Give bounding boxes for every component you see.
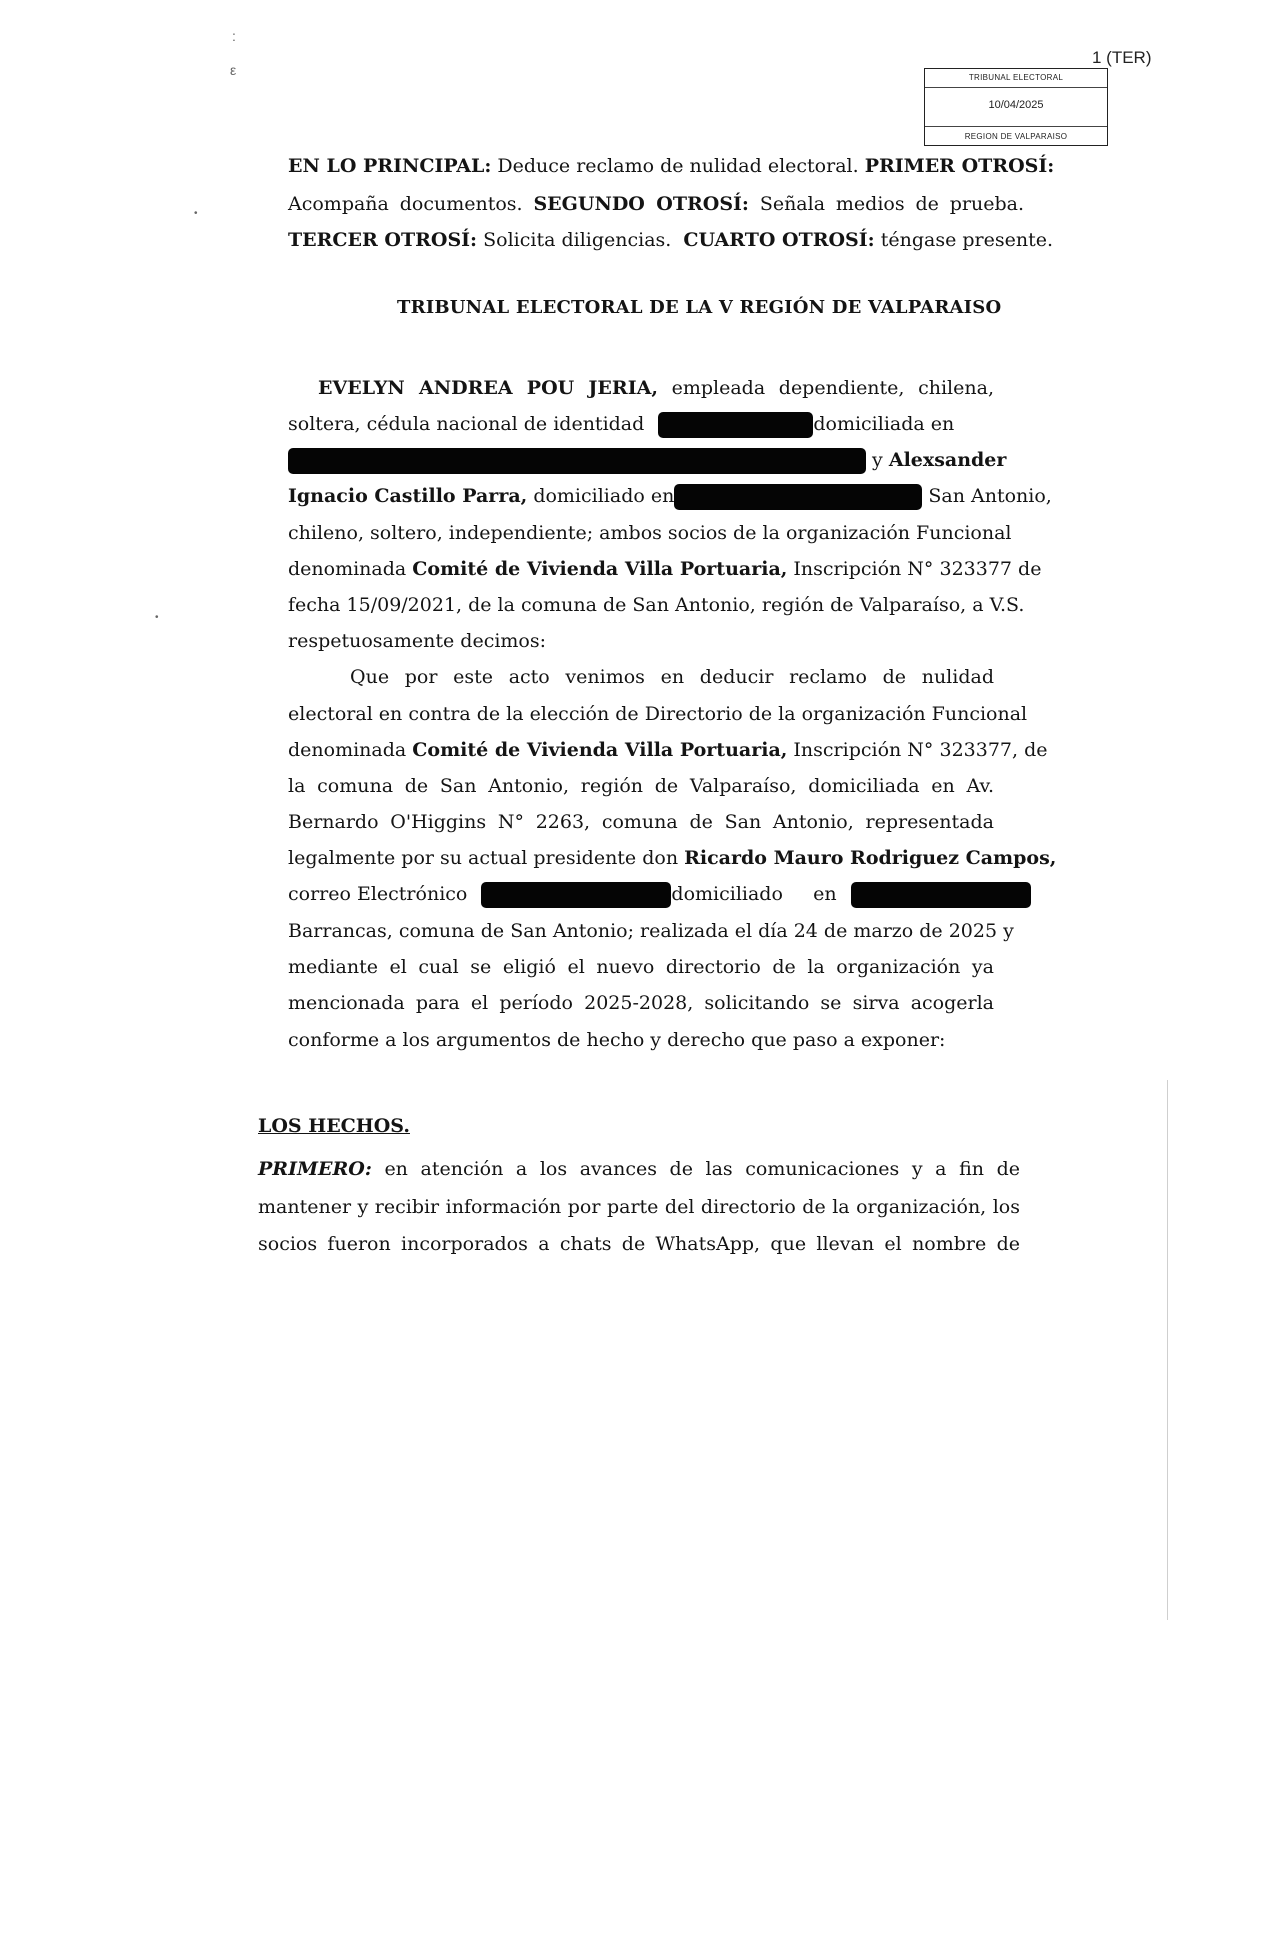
stamp-court: TRIBUNAL ELECTORAL bbox=[925, 69, 1107, 88]
hechos-line-3: socios fueron incorporados a chats de WhatsApp, que llevan el nombre de bbox=[258, 1233, 1020, 1255]
summary-line-3: TERCER OTROSÍ: Solicita diligencias. CUARTO OTROSÍ: téngase presente. bbox=[288, 229, 1054, 251]
intro-line-2: soltera, cédula nacional de identidad domiciliada en bbox=[288, 412, 994, 438]
body-line-5: Bernardo O'Higgins N° 2263, comuna de San Antonio, representada bbox=[288, 811, 994, 833]
body-line-6: legalmente por su actual presidente don Ricardo Mauro Rodriguez Campos, bbox=[288, 847, 1057, 869]
body-line-11: conforme a los argumentos de hecho y derecho que paso a exponer: bbox=[288, 1029, 946, 1051]
intro-line-6: denominada Comité de Vivienda Villa Portuaria, Inscripción N° 323377 de bbox=[288, 558, 1042, 580]
intro-line-7: fecha 15/09/2021, de la comuna de San Antonio, región de Valparaíso, a V.S. bbox=[288, 594, 1025, 616]
body-line-7: correo Electrónico domiciliado en bbox=[288, 882, 994, 908]
scan-mark: • bbox=[155, 612, 159, 623]
stamp-region: REGION DE VALPARAISO bbox=[964, 132, 1068, 141]
scan-margin-line bbox=[1167, 1080, 1168, 1620]
body-line-3: denominada Comité de Vivienda Villa Portuaria, Inscripción N° 323377, de bbox=[288, 739, 1048, 761]
hechos-line-1: PRIMERO: en atención a los avances de las comunicaciones y a fin de bbox=[258, 1158, 1020, 1180]
summary-line-1: EN LO PRINCIPAL: Deduce reclamo de nulidad electoral. PRIMER OTROSÍ: bbox=[288, 155, 1055, 177]
redacted-address bbox=[851, 882, 1031, 908]
intro-line-4: Ignacio Castillo Parra, domiciliado en San Antonio, bbox=[288, 484, 994, 510]
scan-mark: ε bbox=[230, 62, 237, 78]
stamp-date: 10/04/2025 bbox=[925, 88, 1107, 127]
reception-stamp bbox=[924, 68, 1108, 146]
section-heading: LOS HECHOS. bbox=[258, 1115, 410, 1137]
redacted-email bbox=[481, 882, 671, 908]
summary-line-2: Acompaña documentos. SEGUNDO OTROSÍ: Señala medios de prueba. bbox=[288, 193, 1024, 215]
intro-line-1: EVELYN ANDREA POU JERIA, empleada dependiente, chilena, bbox=[318, 377, 994, 399]
intro-line-8: respetuosamente decimos: bbox=[288, 630, 547, 652]
page-number: 1 (TER) bbox=[1092, 48, 1152, 67]
intro-line-5: chileno, soltero, independiente; ambos socios de la organización Funcional bbox=[288, 522, 1012, 544]
body-line-4: la comuna de San Antonio, región de Valparaíso, domiciliada en Av. bbox=[288, 775, 994, 797]
court-title: TRIBUNAL ELECTORAL DE LA V REGIÓN DE VALPARAISO bbox=[397, 297, 1002, 318]
scan-mark: • bbox=[194, 208, 198, 219]
intro-line-3: y Alexsander bbox=[288, 448, 994, 474]
body-line-1: Que por este acto venimos en deducir reclamo de nulidad bbox=[350, 666, 994, 688]
redacted-address bbox=[674, 484, 922, 510]
hechos-line-2: mantener y recibir información por parte del directorio de la organización, los bbox=[258, 1196, 1020, 1218]
redacted-address bbox=[288, 448, 866, 474]
scan-mark: : bbox=[232, 28, 236, 44]
redacted-id-number bbox=[658, 412, 813, 438]
body-line-9: mediante el cual se eligió el nuevo directorio de la organización ya bbox=[288, 956, 994, 978]
body-line-10: mencionada para el período 2025-2028, solicitando se sirva acogerla bbox=[288, 992, 994, 1014]
body-line-8: Barrancas, comuna de San Antonio; realizada el día 24 de marzo de 2025 y bbox=[288, 920, 1014, 942]
body-line-2: electoral en contra de la elección de Directorio de la organización Funcional bbox=[288, 703, 1028, 725]
